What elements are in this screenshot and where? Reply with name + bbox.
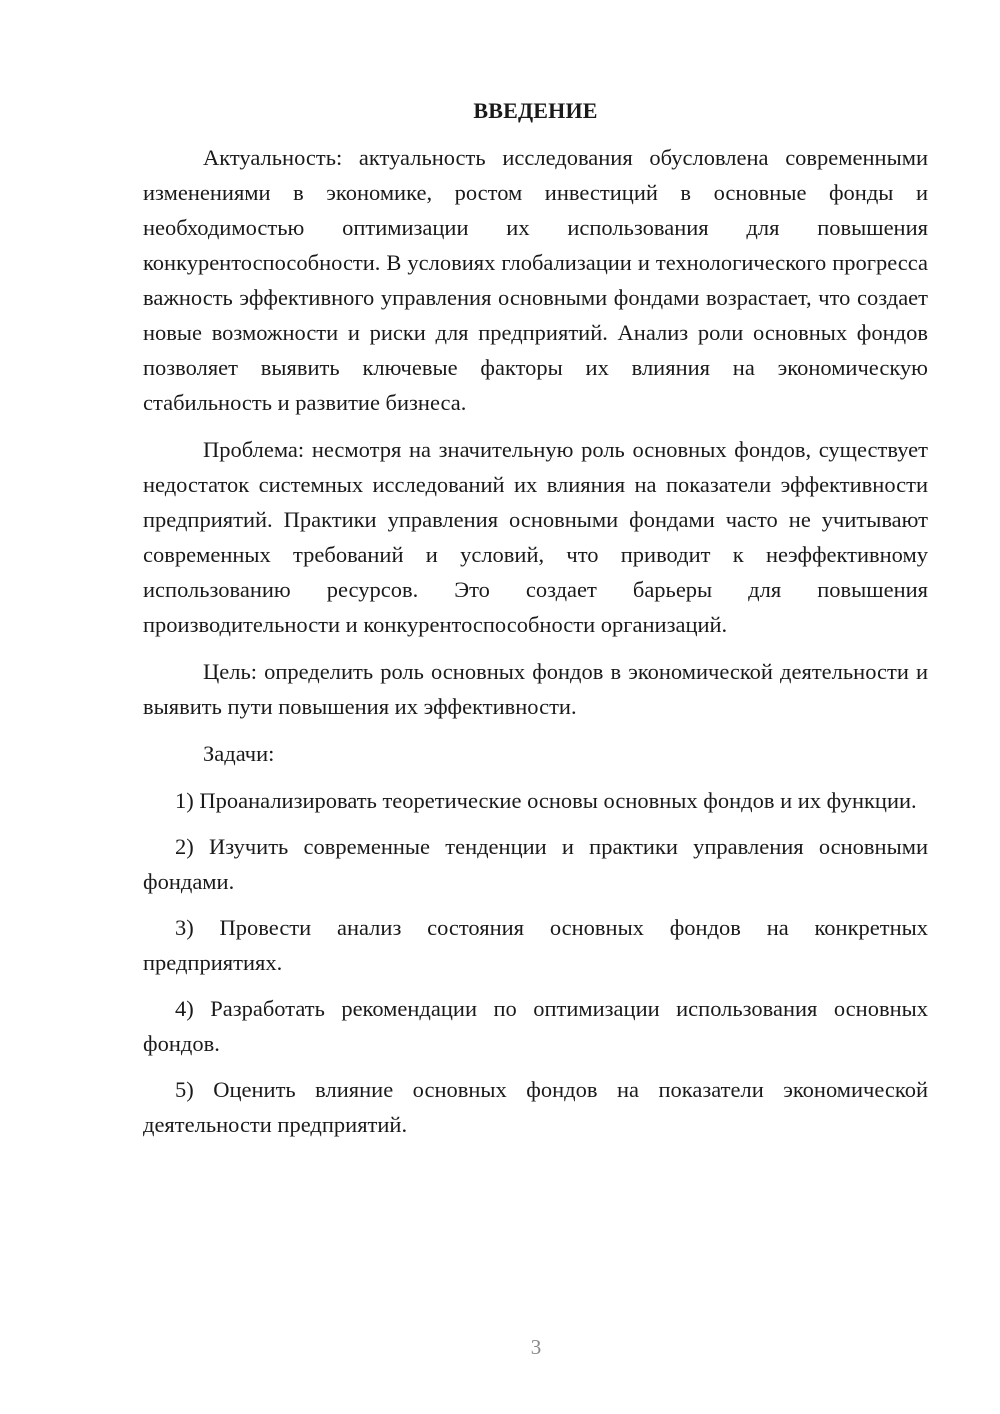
task-item: 2) Изучить современные тенденции и практики управления основными фондами. bbox=[143, 834, 928, 894]
task-item: 4) Разработать рекомендации по оптимизации использования основных фондов. bbox=[143, 996, 928, 1056]
task-item: 3) Провести анализ состояния основных фондов на конкретных предприятиях. bbox=[143, 915, 928, 975]
paragraph-problem: Проблема: несмотря на значительную роль основных фондов, существует недостаток системных исследований их влияния на показатели эффективности предприятий. Практики управления основными фондами часто не учитывают современных требований и условий, что приводит к неэффективному использованию ресурсов. Это создает барьеры для повышения производительности и конкурентоспособности организаций. bbox=[143, 437, 928, 637]
tasks-label: Задачи: bbox=[203, 741, 275, 766]
paragraph-relevance: Актуальность: актуальность исследования обусловлена современными изменениями в экономике, ростом инвестиций в основные фонды и необходимостью оптимизации их использования для повышения конкурентоспособности. В условиях глобализации и технологического прогресса важность эффективного управления основными фондами возрастает, что создает новые возможности и риски для предприятий. Анализ роли основных фондов позволяет выявить ключевые факторы их влияния на экономическую стабильность и развитие бизнеса. bbox=[143, 145, 928, 415]
page-number: 3 bbox=[530, 1335, 542, 1359]
paragraph-goal: Цель: определить роль основных фондов в экономической деятельности и выявить пути повышения их эффективности. bbox=[143, 659, 928, 719]
section-heading: ВВЕДЕНИЕ bbox=[473, 98, 598, 123]
task-item: 5) Оценить влияние основных фондов на показатели экономической деятельности предприятий. bbox=[143, 1077, 928, 1137]
task-item: 1) Проанализировать теоретические основы основных фондов и их функции. bbox=[175, 788, 917, 813]
page-content bbox=[143, 96, 928, 1153]
